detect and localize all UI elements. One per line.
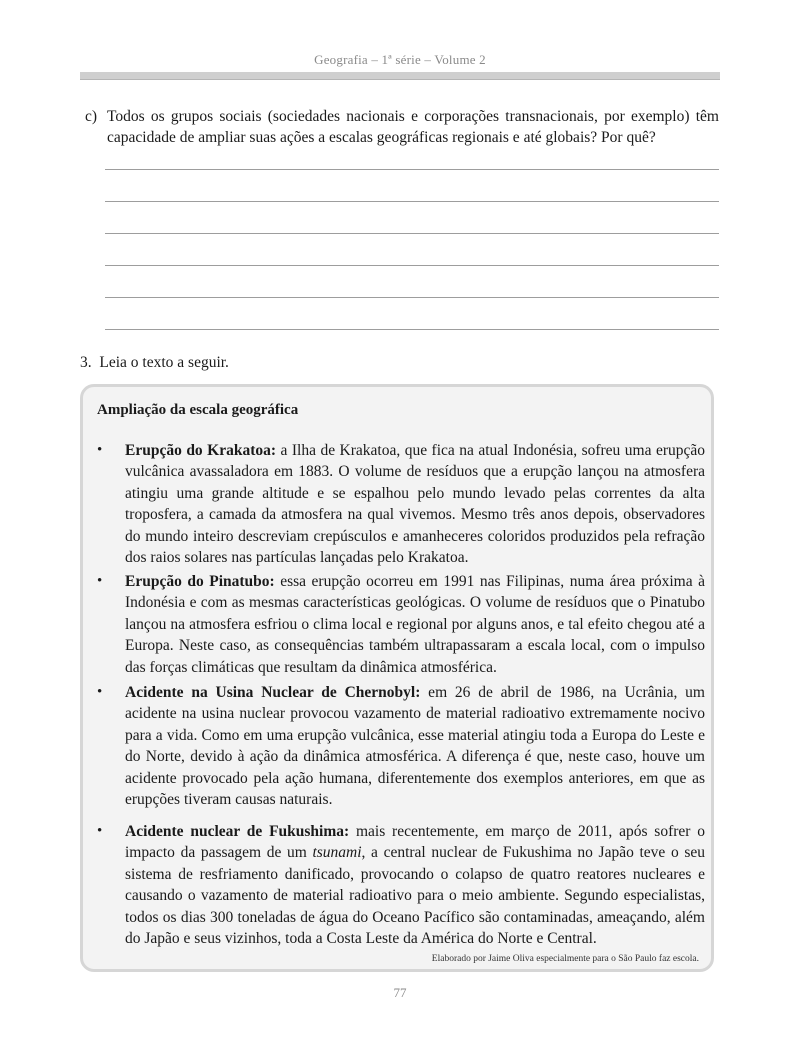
bullet-icon: • <box>97 823 103 839</box>
question-c <box>85 106 719 148</box>
box-title: Ampliação da escala geográfica <box>97 402 299 418</box>
answer-line[interactable] <box>105 297 719 298</box>
item-text: , a central nuclear de Fukushima no Japão teve o seu sistema de resfriamento danificado, provocando o colapso de quatro reatores nucleares e causando o vazamento de material radioativo para o meio ambiente. Segundo especialistas, todos os dias 300 toneladas de água do Oceano Pacífico são contaminadas, ameaçando, além do Japão e seus vizinhos, toda a Costa Leste da América do Norte e Central. <box>125 844 705 948</box>
answer-line[interactable] <box>105 329 719 330</box>
list-item-chernobyl <box>97 682 705 810</box>
bullet-icon: • <box>97 573 103 589</box>
bullet-icon: • <box>97 442 103 458</box>
bullet-icon: • <box>97 684 103 700</box>
list-item-pinatubo <box>97 571 705 678</box>
reading-box <box>80 384 714 972</box>
question-3-label: 3. <box>80 354 92 371</box>
item-heading: Acidente na Usina Nuclear de Chernobyl: <box>125 684 421 701</box>
page-number: 77 <box>393 985 407 1000</box>
item-text: em 26 de abril de 1986, na Ucrânia, um acidente na usina nuclear provocou vazamento de material radioativo extremamente nocivo para a vida. Como em uma erupção vulcânica, esse material atingiu toda a Europa do Leste e do Norte, devido à ação da dinâmica atmosférica. A diferença é que, neste caso, houve um acidente provocado pela ação humana, diferentemente dos exemplos anteriores, em que as erupções tiveram causas naturais. <box>125 684 705 809</box>
answer-line[interactable] <box>105 265 719 266</box>
answer-line[interactable] <box>105 233 719 234</box>
list-item-krakatoa <box>97 440 705 568</box>
question-3 <box>80 354 229 372</box>
question-c-text: Todos os grupos sociais (sociedades nacionais e corporações transnacionais, por exemplo) têm capacidade de ampliar suas ações a escalas geográficas regionais e até globais? Por quê? <box>107 108 719 146</box>
item-text: mais recentemente, em março de 2011, após sofrer o impacto da passagem de um <box>125 823 705 862</box>
question-c-label: c) <box>85 108 98 125</box>
answer-line[interactable] <box>105 169 719 170</box>
question-3-text: Leia o texto a seguir. <box>99 354 229 371</box>
answer-line[interactable] <box>105 201 719 202</box>
item-heading: Acidente nuclear de Fukushima: <box>125 823 350 840</box>
header-rule <box>80 72 720 80</box>
item-heading: Erupção do Pinatubo: <box>125 573 275 590</box>
item-heading: Erupção do Krakatoa: <box>125 442 277 459</box>
source-credit: Elaborado por Jaime Oliva especialmente para o São Paulo faz escola. <box>431 954 699 964</box>
item-text: essa erupção ocorreu em 1991 nas Filipinas, numa área próxima à Indonésia e com as mesmas características geológicas. O volume de resíduos que o Pinatubo lançou na atmosfera esfriou o clima local e regional por alguns anos, e tal efeito chegou até a Europa. Neste caso, as consequências também ultrapassaram a escala local, com o impulso das forças climáticas que resultam da dinâmica atmosférica. <box>125 573 705 676</box>
running-header: Geografia – 1ª série – Volume 2 <box>314 52 486 67</box>
item-text: a Ilha de Krakatoa, que fica na atual Indonésia, sofreu uma erupção vulcânica avassaladora em 1883. O volume de resíduos que a erupção lançou na atmosfera atingiu uma grande altitude e se espalhou pelo mundo levado pelas correntes da alta troposfera, a camada da atmosfera na qual vivemos. Mesmo três anos depois, observadores do mundo inteiro descreviam crepúsculos e amanheceres coloridos produzidos pela refração dos raios solares nas partículas lançadas pelo Krakatoa. <box>125 442 705 567</box>
item-italic: tsunami <box>312 844 362 862</box>
list-item-fukushima <box>97 821 705 949</box>
